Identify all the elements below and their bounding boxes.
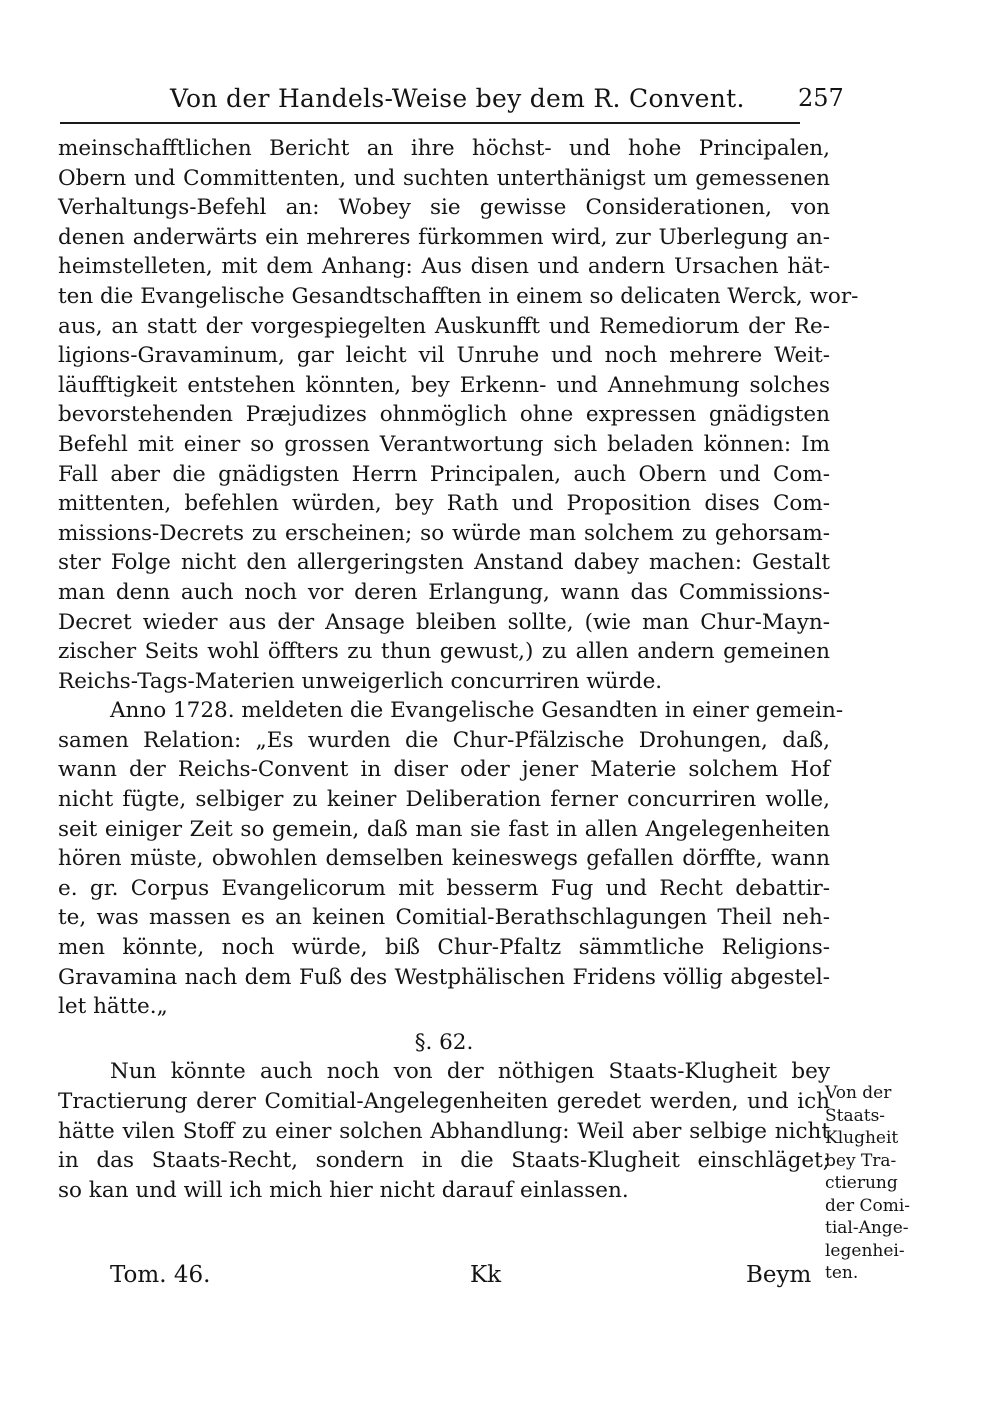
body-text <box>58 134 859 1205</box>
text-line: Befehl mit einer so grossen Verantwortung sich beladen können: Im <box>58 431 830 457</box>
text-line: wann der Reichs-Convent in diser oder jener Materie solchem Hof <box>58 757 830 783</box>
text-line: Anno 1728. meldeten die Evangelische Gesandten in einer gemein- <box>110 698 844 724</box>
paragraph-2 <box>58 696 844 1022</box>
page-footer <box>110 1262 830 1302</box>
header-rule <box>60 122 800 124</box>
margin-note-line: ctierung <box>825 1173 898 1193</box>
text-line: missions-Decrets zu erscheinen; so würde man solchem zu gehorsam- <box>58 520 830 546</box>
text-line: hören müste, obwohlen demselben keineswegs gefallen dörffte, wann <box>58 846 830 872</box>
text-line: Tractierung derer Comitial-Angelegenheiten geredet werden, und ich <box>58 1089 830 1114</box>
text-line: so kan und will ich mich hier nicht darauf einlassen. <box>58 1177 629 1203</box>
text-line: men könnte, noch würde, biß Chur-Pfaltz sämmtliche Religions- <box>58 935 830 961</box>
margin-note-line: ten. <box>825 1263 859 1283</box>
text-line: Nun könnte auch noch von der nöthigen Staats-Klugheit bey <box>110 1059 830 1085</box>
text-line: samen Relation: „Es wurden die Chur-Pfälzische Drohungen, daß, <box>58 727 830 753</box>
margin-note-line: Staats- <box>825 1105 886 1126</box>
margin-note-line: Von der <box>825 1083 892 1103</box>
text-line: nicht fügte, selbiger zu keiner Deliberation ferner concurriren wolle, <box>58 787 830 813</box>
text-line: zischer Seits wohl öffters zu thun gewust,) zu allen andern gemeinen <box>58 639 830 665</box>
text-line: let hätte.„ <box>58 994 168 1020</box>
text-line: mittenten, befehlen würden, bey Rath und Proposition dises Com- <box>58 491 830 517</box>
text-line: heimstelleten, mit dem Anhang: Aus disen und andern Ursachen hät- <box>58 254 830 280</box>
margin-note-line: bey Tra- <box>825 1150 897 1171</box>
text-line: Verhaltungs-Befehl an: Wobey sie gewisse Considerationen, von <box>58 195 830 221</box>
margin-note-line: Klugheit <box>825 1128 899 1148</box>
text-line: Fall aber die gnädigsten Herrn Principalen, auch Obern und Com- <box>58 461 830 487</box>
margin-note <box>825 1082 943 1285</box>
text-line: Gravamina nach dem Fuß des Westphälischen Fridens völlig abgestel- <box>58 964 830 990</box>
text-line: ligions-Gravaminum, gar leicht vil Unruhe und noch mehrere Weit- <box>58 343 830 369</box>
text-line: man denn auch noch vor deren Erlangung, wann das Commissions- <box>58 579 830 605</box>
text-line: meinschafftlichen Bericht an ihre höchst- und hohe Principalen, <box>58 136 830 161</box>
running-head: Von der Handels-Weise bey dem R. Convent. <box>170 84 745 113</box>
text-line: ten die Evangelische Gesandtschafften in einem so delicaten Werck, wor- <box>58 283 859 309</box>
text-line: e. gr. Corpus Evangelicorum mit besserm Fug und Recht debattir- <box>58 875 830 901</box>
text-line: in das Staats-Recht, sondern in die Staats-Klugheit einschläget; <box>58 1148 830 1174</box>
signature-mark: Kk <box>470 1262 502 1288</box>
section-heading: §. 62. <box>414 1029 474 1055</box>
text-line: Obern und Committenten, und suchten unterthänigst um gemessenen <box>58 165 830 191</box>
text-line: aus, an statt der vorgespiegelten Auskunfft und Remediorum der Re- <box>58 313 830 339</box>
text-line: hätte vilen Stoff zu einer solchen Abhandlung: Weil aber selbige nicht <box>58 1118 830 1144</box>
text-line: ster Folge nicht den allergeringsten Anstand dabey machen: Gestalt <box>58 550 830 576</box>
text-line: bevorstehenden Præjudizes ohnmöglich ohne expressen gnädigsten <box>58 402 830 428</box>
text-line: seit einiger Zeit so gemein, daß man sie fast in allen Angelegenheiten <box>58 816 830 842</box>
page-number: 257 <box>798 84 844 112</box>
margin-note-line: tial-Ange- <box>825 1218 909 1238</box>
text-line: läufftigkeit entstehen könnten, bey Erkenn- und Annehmung solches <box>58 372 830 398</box>
page-header <box>60 80 844 128</box>
paragraph-1 <box>58 134 859 696</box>
section-62 <box>58 1028 830 1206</box>
margin-note-line: legenhei- <box>825 1240 905 1261</box>
text-line: Decret wieder aus der Ansage bleiben sollte, (wie man Chur-Mayn- <box>58 609 830 635</box>
margin-note-line: der Comi- <box>825 1195 911 1216</box>
volume-label: Tom. 46. <box>110 1262 211 1288</box>
text-line: te, was massen es an keinen Comitial-Berathschlagungen Theil neh- <box>58 905 830 931</box>
text-line: Reichs-Tags-Materien unweigerlich concurriren würde. <box>58 668 663 694</box>
catchword: Beym <box>746 1262 812 1288</box>
text-line: denen anderwärts ein mehreres fürkommen wird, zur Uberlegung an- <box>58 224 830 250</box>
